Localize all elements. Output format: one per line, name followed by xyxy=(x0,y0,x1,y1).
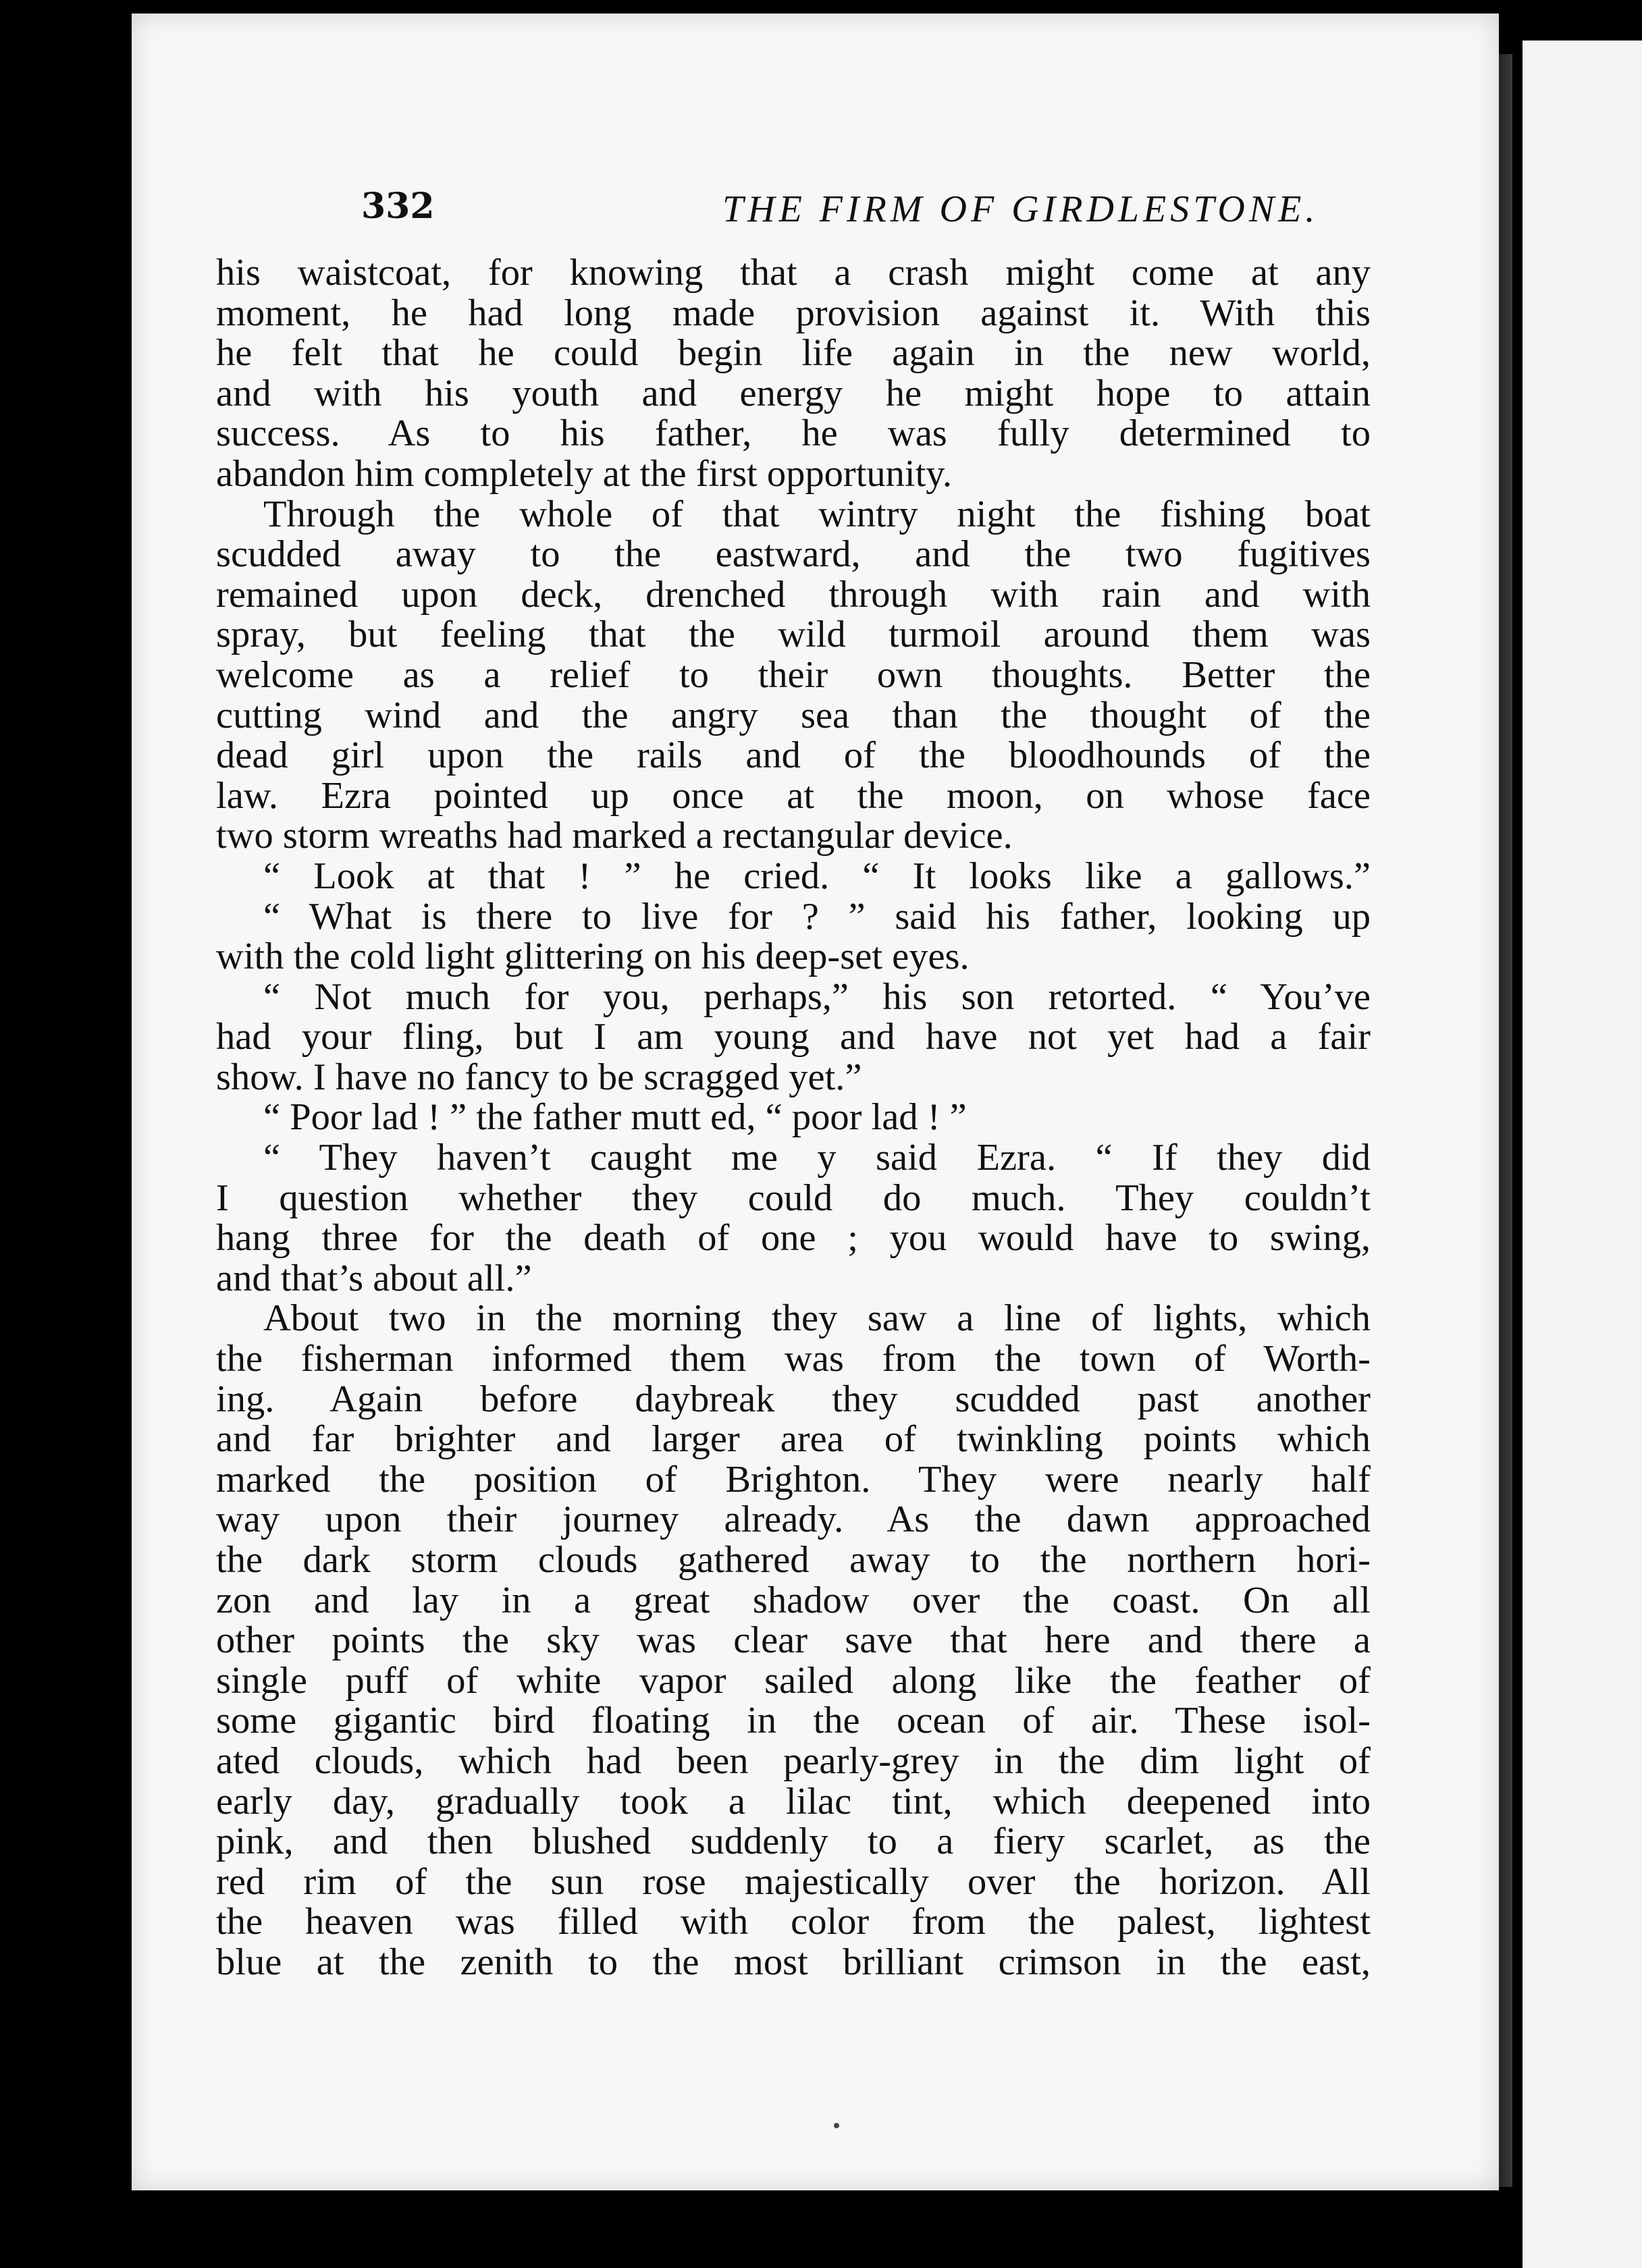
text-line: ing. Again before daybreak they scudded past another xyxy=(216,1378,1371,1420)
text-line: zon and lay in a great shadow over the coast. On all xyxy=(216,1579,1371,1621)
text-line: with the cold light glittering on his deep-set eyes. xyxy=(216,936,970,978)
text-line: spray, but feeling that the wild turmoil around them was xyxy=(216,614,1371,656)
text-line: ated clouds, which had been pearly-grey in the dim light of xyxy=(216,1739,1371,1782)
text-line: and that’s about all.” xyxy=(216,1257,532,1299)
text-line: cutting wind and the angry sea than the thought of the xyxy=(216,694,1371,736)
text-line: About two in the morning they saw a line of lights, which xyxy=(263,1297,1371,1340)
text-line: I question whether they could do much. They couldn’t xyxy=(216,1177,1371,1219)
text-line: “ What is there to live for ? ” said his father, looking up xyxy=(263,895,1371,938)
text-line: his waistcoat, for knowing that a crash might come at any xyxy=(216,252,1371,294)
adjacent-page-edge xyxy=(1522,40,1642,2268)
text-line: dead girl upon the rails and of the bloodhounds of the xyxy=(216,734,1371,777)
text-line: law. Ezra pointed up once at the moon, on whose face xyxy=(216,774,1371,817)
text-line: marked the position of Brighton. They were nearly half xyxy=(216,1458,1371,1501)
text-line: and far brighter and larger area of twinkling points which xyxy=(216,1418,1371,1461)
print-speck xyxy=(834,2123,839,2128)
text-line: other points the sky was clear save that here and there a xyxy=(216,1619,1371,1662)
text-line: red rim of the sun rose majestically over the horizon. All xyxy=(216,1860,1371,1903)
text-line: way upon their journey already. As the dawn approached xyxy=(216,1498,1371,1541)
text-line: “ Poor lad ! ” the father mutt ed, “ poor lad ! ” xyxy=(263,1096,967,1139)
text-line: scudded away to the eastward, and the two fugitives xyxy=(216,533,1371,576)
running-head: THE FIRM OF GIRDLESTONE. xyxy=(722,188,1319,230)
text-line: had your fling, but I am young and have not yet had a fair xyxy=(216,1016,1371,1058)
text-line: the fisherman informed them was from the town of Worth- xyxy=(216,1338,1371,1380)
text-line: two storm wreaths had marked a rectangular device. xyxy=(216,815,1013,857)
text-line: early day, gradually took a lilac tint, which deepened into xyxy=(216,1780,1371,1823)
text-line: welcome as a relief to their own thoughts. Better the xyxy=(216,653,1371,696)
text-line: “ They haven’t caught me y said Ezra. “ If they did xyxy=(263,1137,1371,1179)
text-line: “ Not much for you, perhaps,” his son retorted. “ You’ve xyxy=(263,975,1371,1018)
text-line: moment, he had long made provision against it. With this xyxy=(216,292,1371,334)
text-line: Through the whole of that wintry night the fishing boat xyxy=(263,493,1371,535)
text-line: success. As to his father, he was fully determined to xyxy=(216,412,1371,455)
text-line: abandon him completely at the first opportunity. xyxy=(216,452,952,495)
text-line: “ Look at that ! ” he cried. “ It looks like a gallows.” xyxy=(263,855,1371,897)
text-line: hang three for the death of one ; you would have to swing, xyxy=(216,1217,1371,1260)
text-line: he felt that he could begin life again in the new world, xyxy=(216,332,1371,375)
text-line: the dark storm clouds gathered away to the northern hori- xyxy=(216,1539,1371,1581)
page-number: 332 xyxy=(361,186,435,227)
text-line: some gigantic bird floating in the ocean of air. These isol- xyxy=(216,1700,1371,1742)
text-line: and with his youth and energy he might hope to attain xyxy=(216,372,1371,414)
text-line: show. I have no fancy to be scragged yet.” xyxy=(216,1056,862,1098)
body-text xyxy=(216,253,1371,1983)
text-line: pink, and then blushed suddenly to a fiery scarlet, as the xyxy=(216,1820,1371,1863)
text-line: remained upon deck, drenched through with rain and with xyxy=(216,573,1371,616)
text-line: blue at the zenith to the most brilliant crimson in the east, xyxy=(216,1941,1371,1983)
text-line: single puff of white vapor sailed along like the feather of xyxy=(216,1659,1371,1702)
text-line: the heaven was filled with color from the palest, lightest xyxy=(216,1901,1371,1943)
